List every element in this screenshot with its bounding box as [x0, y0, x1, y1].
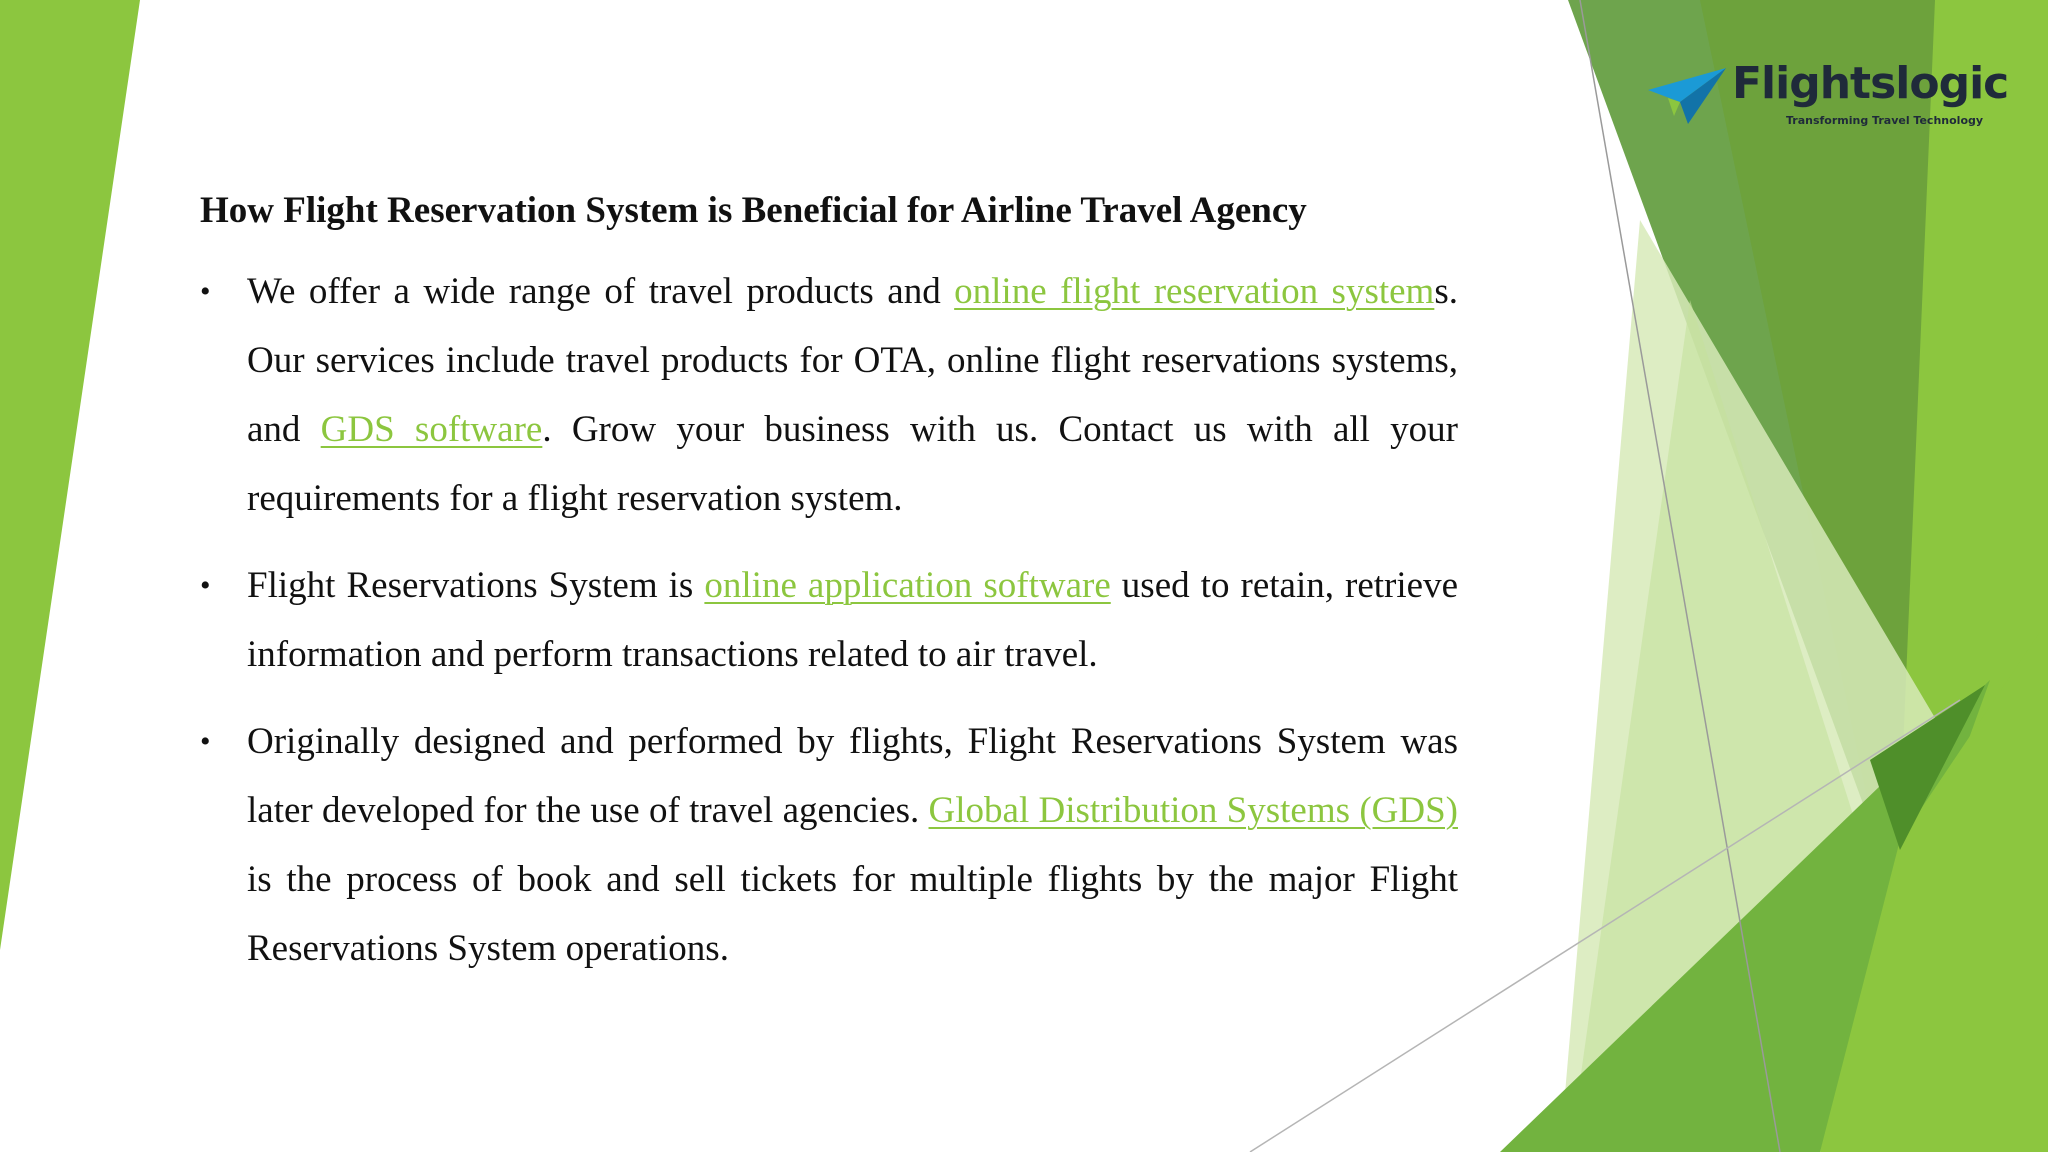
link-global-distribution-systems[interactable]: Global Distribution Systems (GDS) [928, 790, 1458, 831]
bullet-symbol: • [200, 569, 211, 602]
paper-plane-icon [1648, 66, 1728, 126]
link-gds-software[interactable]: GDS software [320, 409, 543, 450]
bullet-item [200, 257, 1458, 533]
bullet-text: Flight Reservations System is [247, 565, 705, 606]
link-online-flight-reservation-system[interactable]: online flight reservation system [954, 271, 1435, 312]
link-online-application-software[interactable]: online application software [704, 565, 1111, 606]
slide-content [200, 185, 1458, 1001]
bullet-text: used to retain, retrieve information and perform transactions related to air travel. [247, 565, 1458, 675]
bullet-text: is the process of book and sell tickets for multiple flights by the major Flight Reservations System operations. [247, 859, 1458, 969]
slide-heading: How Flight Reservation System is Beneficial for Airline Travel Agency [200, 190, 1307, 231]
bullet-text: Originally designed and performed by flights, Flight Reservations System was later developed for the use of travel agencies. [247, 721, 1458, 831]
bullet-text: We offer a wide range of travel products and [247, 271, 955, 312]
bullet-symbol: • [200, 275, 211, 308]
logo-name: Flightslogic [1732, 58, 2009, 109]
bullet-item [200, 707, 1458, 983]
brand-logo[interactable] [1648, 58, 2009, 134]
bullet-text: . Grow your business with us. Contact us with all your requirements for a flight reservation system. [247, 409, 1458, 519]
bullet-text: s. Our services include travel products for OTA, online flight reservations systems, and [247, 271, 1458, 450]
left-green-wedge [0, 0, 140, 950]
logo-tagline: Transforming Travel Technology [1786, 114, 1984, 127]
bullet-item [200, 551, 1458, 689]
bullet-symbol: • [200, 725, 211, 758]
bullet-list [200, 257, 1458, 983]
